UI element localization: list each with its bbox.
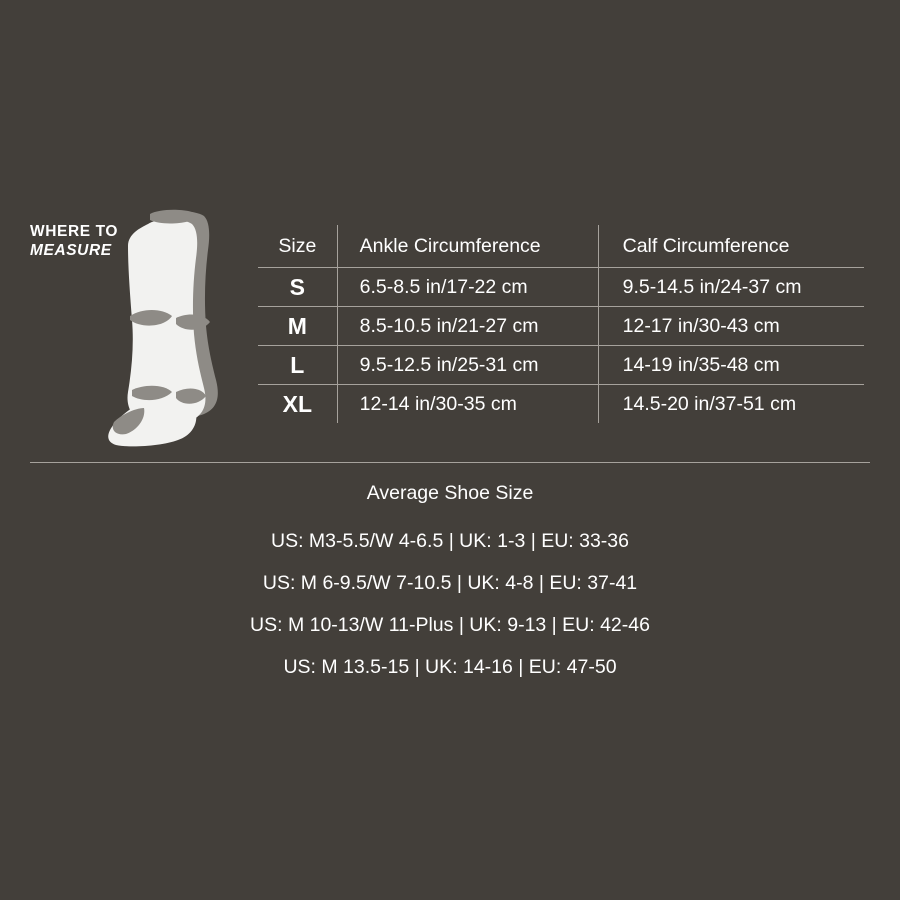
front-leg-sock-shape bbox=[108, 220, 205, 447]
average-shoe-size-list bbox=[0, 520, 900, 688]
table-row bbox=[258, 346, 864, 385]
where-to-measure-line2: MEASURE bbox=[30, 242, 112, 259]
table-row bbox=[258, 385, 864, 424]
list-item: US: M3-5.5/W 4-6.5 | UK: 1-3 | EU: 33-36 bbox=[270, 530, 629, 552]
table-row bbox=[258, 307, 864, 346]
cell-calf: 12-17 in/30-43 cm bbox=[598, 307, 864, 346]
sock-leg-illustration bbox=[100, 208, 250, 448]
cell-ankle: 9.5-12.5 in/25-31 cm bbox=[337, 346, 598, 385]
list-item: US: M 10-13/W 11-Plus | UK: 9-13 | EU: 42-46 bbox=[250, 614, 650, 636]
cell-size: M bbox=[258, 307, 337, 346]
size-chart-table-head bbox=[258, 225, 864, 268]
table-row bbox=[258, 268, 864, 307]
cell-ankle: 8.5-10.5 in/21-27 cm bbox=[337, 307, 598, 346]
list-item: US: M 6-9.5/W 7-10.5 | UK: 4-8 | EU: 37-41 bbox=[262, 572, 638, 594]
cell-calf: 9.5-14.5 in/24-37 cm bbox=[598, 268, 864, 307]
cell-calf: 14-19 in/35-48 cm bbox=[598, 346, 864, 385]
size-chart-table-body bbox=[258, 268, 864, 424]
size-chart-table bbox=[258, 225, 864, 423]
section-divider bbox=[30, 462, 870, 463]
header-ankle-circumference: Ankle Circumference bbox=[337, 225, 598, 268]
header-calf-circumference: Calf Circumference bbox=[598, 225, 864, 268]
cell-size: S bbox=[258, 268, 337, 307]
average-shoe-size-title: Average Shoe Size bbox=[366, 482, 534, 504]
cell-size: L bbox=[258, 346, 337, 385]
table-header-row bbox=[258, 225, 864, 268]
list-item: US: M 13.5-15 | UK: 14-16 | EU: 47-50 bbox=[283, 656, 617, 678]
header-size: Size bbox=[258, 225, 337, 268]
cell-ankle: 12-14 in/30-35 cm bbox=[337, 385, 598, 424]
cell-size: XL bbox=[258, 385, 337, 424]
where-to-measure-line1: WHERE TO bbox=[30, 223, 119, 240]
cell-calf: 14.5-20 in/37-51 cm bbox=[598, 385, 864, 424]
cell-ankle: 6.5-8.5 in/17-22 cm bbox=[337, 268, 598, 307]
